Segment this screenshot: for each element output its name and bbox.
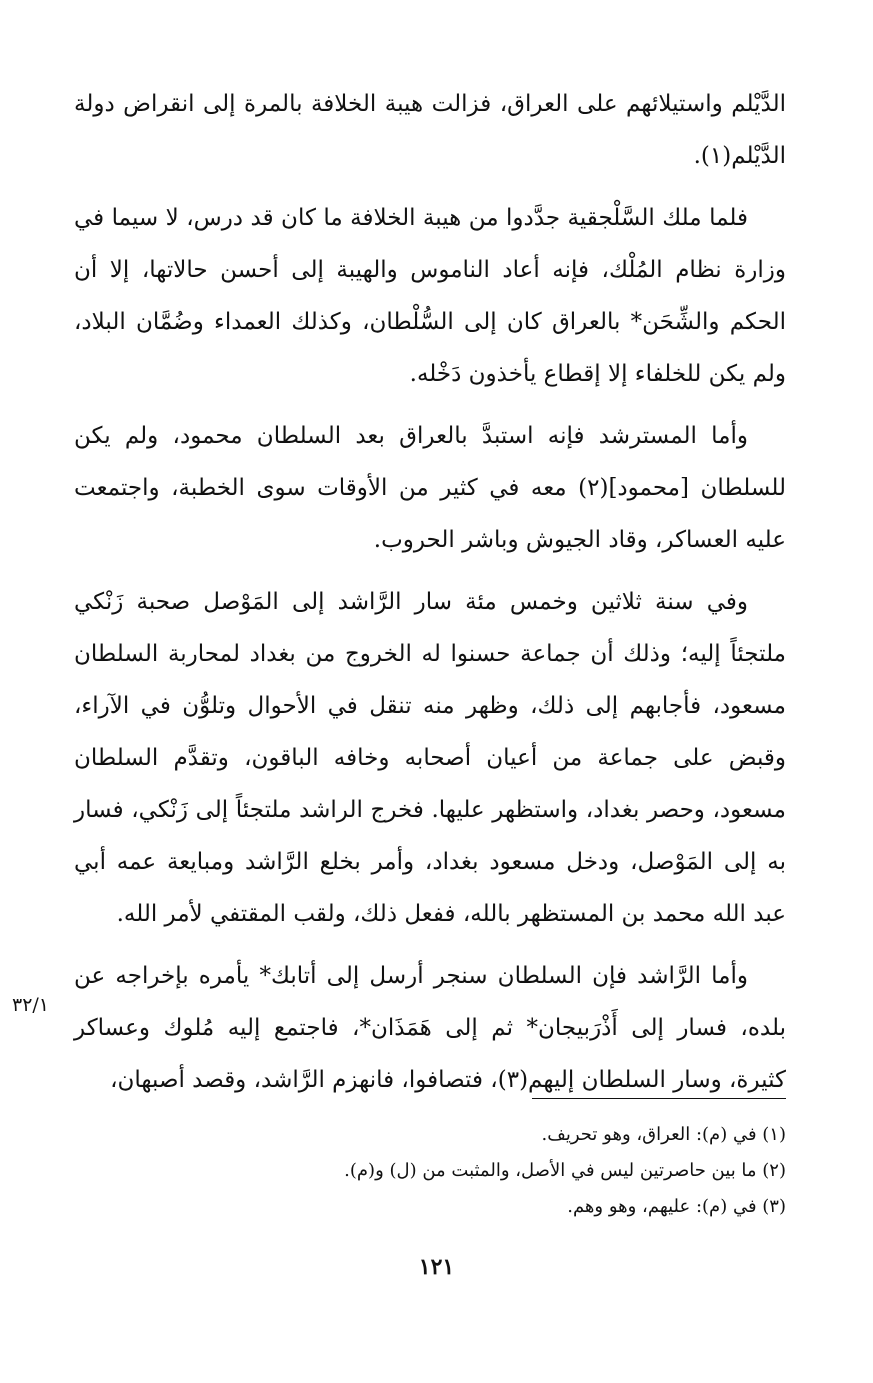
footnote-2: (٢) ما بين حاصرتين ليس في الأصل، والمثبت من (ل) و(م).	[344, 1160, 786, 1181]
paragraph-5: وأما الرَّاشد فإن السلطان سنجر أرسل إلى أتابك* يأمره بإخراجه عن بلده، فسار إلى أَذْرَبيجان* ثم إلى هَمَذَان*، فاجتمع إليه مُلوك وعساكر كثيرة، وسار السلطان إليهم(٣)، فتصافوا، فانهزم الرَّاشد، وقصد أصبهان،	[74, 963, 786, 1093]
paragraph-4: وفي سنة ثلاثين وخمس مئة سار الرَّاشد إلى المَوْصل صحبة زَنْكي ملتجئاً إليه؛ وذلك أن جماعة حسنوا له الخروج من بغداد لمحاربة السلطان مسعود، فأجابهم إلى ذلك، وظهر منه تنقل في الأحوال وتلوُّن في الآراء، وقبض على جماعة من أعيان أصحابه وخافه الباقون، وتقدَّم السلطان مسعود، وحصر بغداد، واستظهر عليها. فخرج الراشد ملتجئاً إلى زَنْكي، فسار به إلى المَوْصل، ودخل مسعود بغداد، وأمر بخلع الرَّاشد ومبايعة عمه أبي عبد الله محمد بن المستظهر بالله، ففعل ذلك، ولقب المقتفي لأمر الله.	[74, 589, 786, 927]
paragraph-3: وأما المسترشد فإنه استبدَّ بالعراق بعد السلطان محمود، ولم يكن للسلطان [محمود](٢) معه في كثير من الأوقات سوى الخطبة، واجتمعت عليه العساكر، وقاد الجيوش وباشر الحروب.	[74, 423, 786, 553]
main-text	[74, 78, 786, 1116]
paragraph-2: فلما ملك السَّلْجقية جدَّدوا من هيبة الخلافة ما كان قد درس، لا سيما في وزارة نظام المُلْك، فإنه أعاد الناموس والهيبة إلى أحسن حالاتها، إلا أن الحكم والشِّحَن* بالعراق كان إلى السُّلْطان، وكذلك العمداء وضُمَّان البلاد، ولم يكن للخلفاء إلا إقطاع يأخذون دَخْله.	[74, 205, 786, 387]
margin-reference: ٣٢/١	[12, 994, 50, 1016]
page-number: ١٢١	[418, 1254, 455, 1280]
footnote-3: (٣) في (م): عليهم، وهو وهم.	[567, 1196, 786, 1217]
paragraph-1: الدَّيْلم واستيلائهم على العراق، فزالت هيبة الخلافة بالمرة إلى انقراض دولة الدَّيْلم(١).	[74, 91, 786, 169]
footnotes	[200, 1117, 786, 1225]
footnote-divider	[532, 1098, 786, 1099]
footnote-1: (١) في (م): العراق، وهو تحريف.	[541, 1124, 786, 1145]
